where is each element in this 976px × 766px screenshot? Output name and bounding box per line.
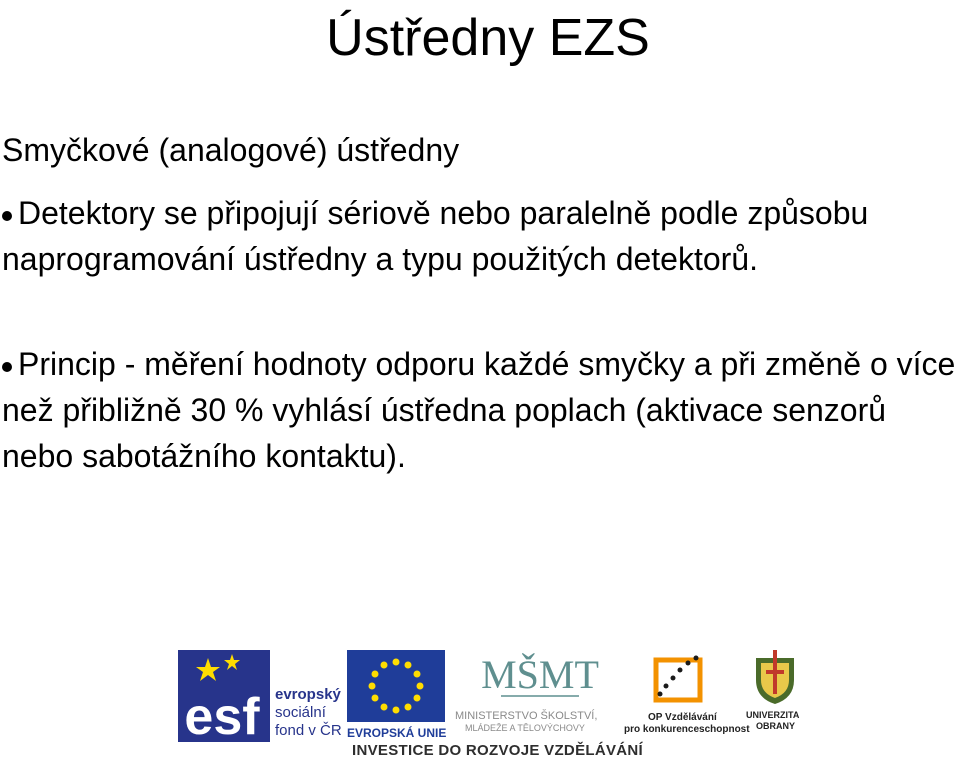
bullet-dot-icon [2,362,12,372]
esf-mark-icon [178,650,270,746]
msmt-logo: MŠMT MINISTERSTVO ŠKOLSTVÍ, MLÁDEŽE A TĚLOVÝCHOVY [455,652,599,733]
svg-text:MŠMT: MŠMT [481,652,599,697]
svg-text:esf: esf [184,688,260,746]
bullet-text: Detektory se připojují sériově nebo paralelně podle způsobu naprogramování ústředny a typu použitých detektorů. [2,195,869,277]
slide-subtitle: Smyčkové (analogové) ústředny [2,132,460,168]
bullet-item [2,341,958,479]
slide-title: Ústředny EZS [326,9,650,67]
unob-shield-icon [752,648,798,706]
footer-text: INVESTICE DO ROZVOJE VZDĚLÁVÁNÍ [352,742,644,759]
bullet-dot-icon [2,211,12,221]
op-vk-logo: OP Vzdělávání pro konkurenceschopnost [624,650,736,742]
bullet-item [2,190,958,282]
unob-logo: UNIVERZITA OBRANY [746,648,806,742]
esf-logo: esf evropský sociální fond v ČR [178,650,343,742]
op-vk-mark-icon [646,650,710,710]
eu-flag-icon [347,650,445,722]
eu-logo: EVROPSKÁ UNIE [347,650,447,742]
bullet-text: Princip - měření hodnoty odporu každé smyčky a při změně o více než přibližně 30 % vyhlásí ústředna poplach (aktivace senzorů nebo sabotážního kontaktu). [2,346,956,474]
